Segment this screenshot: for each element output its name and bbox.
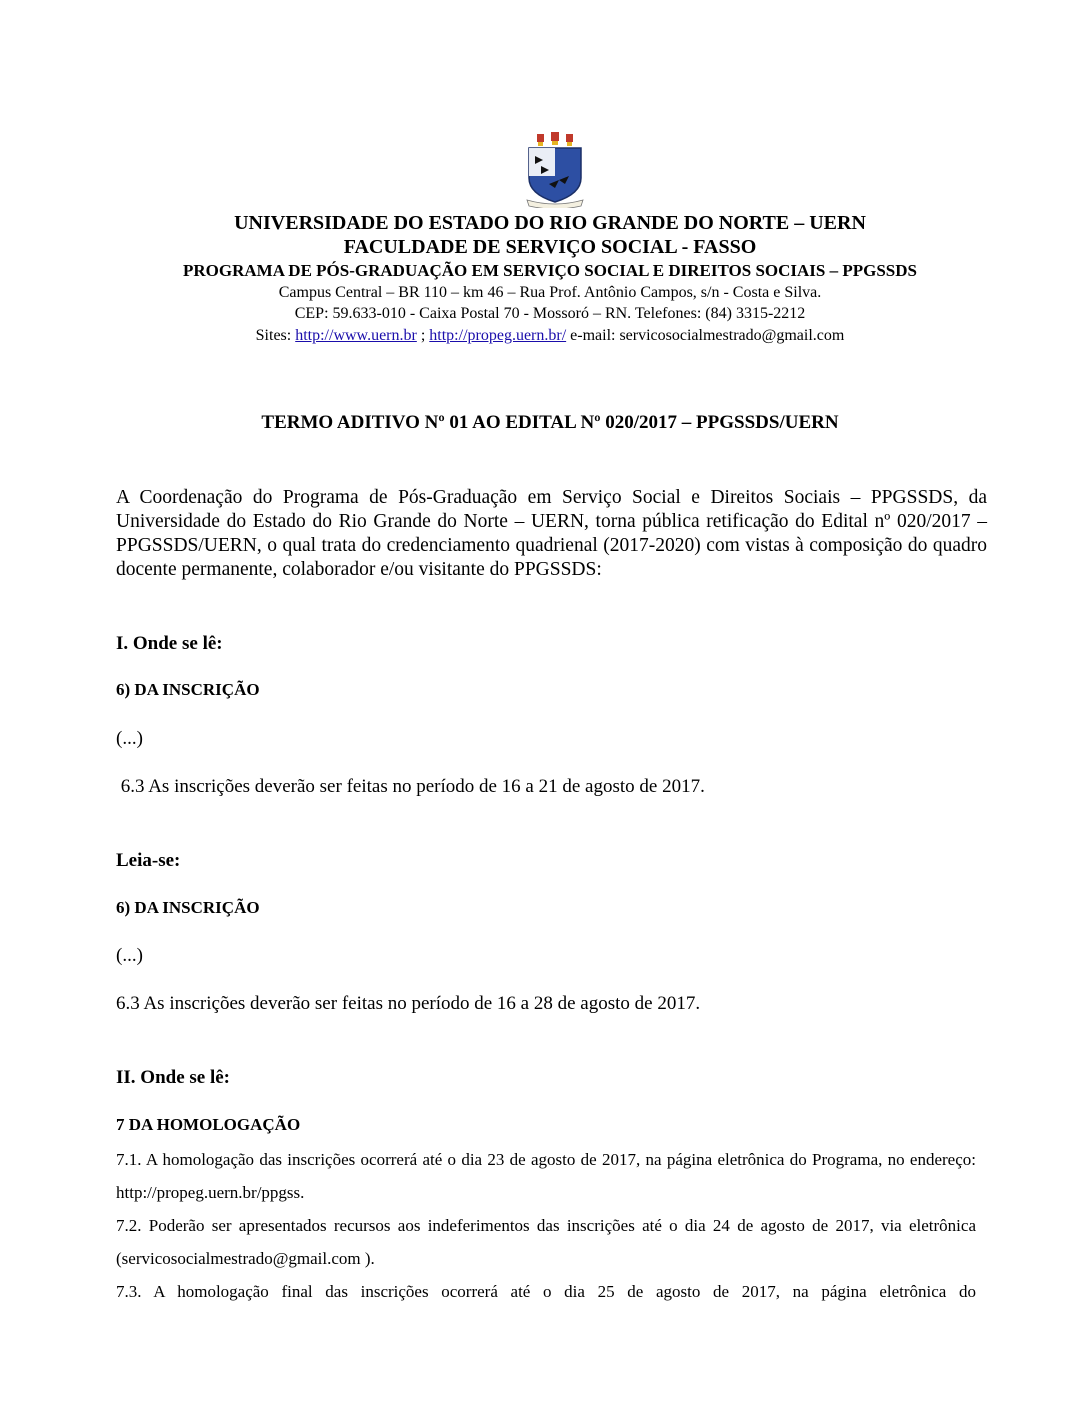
section-1-new-heading: 6) DA INSCRIÇÃO bbox=[116, 898, 260, 917]
section-1-old-ellipsis: (...) bbox=[116, 728, 143, 749]
section-2-item-3: 7.3. A homologação final das inscrições ocorrerá até o dia 25 de agosto de 2017, na página eletrônica do bbox=[116, 1282, 976, 1301]
email-text: e-mail: servicosocialmestrado@gmail.com bbox=[566, 327, 845, 344]
sites-separator: ; bbox=[416, 327, 430, 344]
section-2-heading: 7 DA HOMOLOGAÇÃO bbox=[116, 1115, 301, 1134]
sites-line bbox=[0, 326, 1088, 346]
sites-label: Sites: bbox=[255, 327, 296, 344]
site-link-propeg[interactable]: http://propeg.uern.br/ bbox=[429, 327, 567, 344]
site-link-uern[interactable]: http://www.uern.br bbox=[295, 327, 417, 344]
document-title: TERMO ADITIVO Nº 01 AO EDITAL Nº 020/2017 – PPGSSDS/UERN bbox=[261, 412, 839, 433]
intro-paragraph: A Coordenação do Programa de Pós-Graduação em Serviço Social e Direitos Sociais – PPGSSDS, da Universidade do Estado do Rio Grande do Norte – UERN, torna pública retificação do Edital nº 020/2017 – PPGSSDS/UERN, o qual trata do credenciamento quadrienal (2017-2020) com vistas à composição do quadro docente permanente, colaborador e/ou visitante do PPGSSDS: bbox=[116, 487, 987, 580]
section-1-new-ellipsis: (...) bbox=[116, 945, 143, 966]
program-name: PROGRAMA DE PÓS-GRADUAÇÃO EM SERVIÇO SOCIAL E DIREITOS SOCIAIS – PPGSSDS bbox=[183, 261, 917, 280]
section-1-onde-heading: I. Onde se lê: bbox=[116, 633, 223, 654]
address-line: Campus Central – BR 110 – km 46 – Rua Prof. Antônio Campos, s/n - Costa e Silva. bbox=[278, 284, 822, 301]
faculty-name: FACULDADE DE SERVIÇO SOCIAL - FASSO bbox=[343, 236, 757, 258]
section-2-onde-heading: II. Onde se lê: bbox=[116, 1067, 230, 1088]
section-1-old-heading: 6) DA INSCRIÇÃO bbox=[116, 680, 260, 699]
section-2-item-1: 7.1. A homologação das inscrições ocorrerá até o dia 23 de agosto de 2017, na página eletrônica do Programa, no endereço: http://propeg.uern.br/ppgss. bbox=[116, 1150, 976, 1202]
section-2-item-2: 7.2. Poderão ser apresentados recursos aos indeferimentos das inscrições até o dia 24 de agosto de 2017, via eletrônica (servicosocialmestrado@gmail.com ). bbox=[116, 1216, 976, 1268]
university-coat-of-arms-icon bbox=[525, 132, 585, 208]
university-name: UNIVERSIDADE DO ESTADO DO RIO GRANDE DO NORTE – UERN bbox=[234, 212, 866, 234]
section-1-leia-heading: Leia-se: bbox=[116, 850, 181, 871]
section-1-old-item: 6.3 As inscrições deverão ser feitas no período de 16 a 21 de agosto de 2017. bbox=[116, 776, 705, 797]
section-1-new-item: 6.3 As inscrições deverão ser feitas no período de 16 a 28 de agosto de 2017. bbox=[116, 993, 701, 1014]
contact-line: CEP: 59.633-010 - Caixa Postal 70 - Mossoró – RN. Telefones: (84) 3315-2212 bbox=[294, 305, 806, 322]
